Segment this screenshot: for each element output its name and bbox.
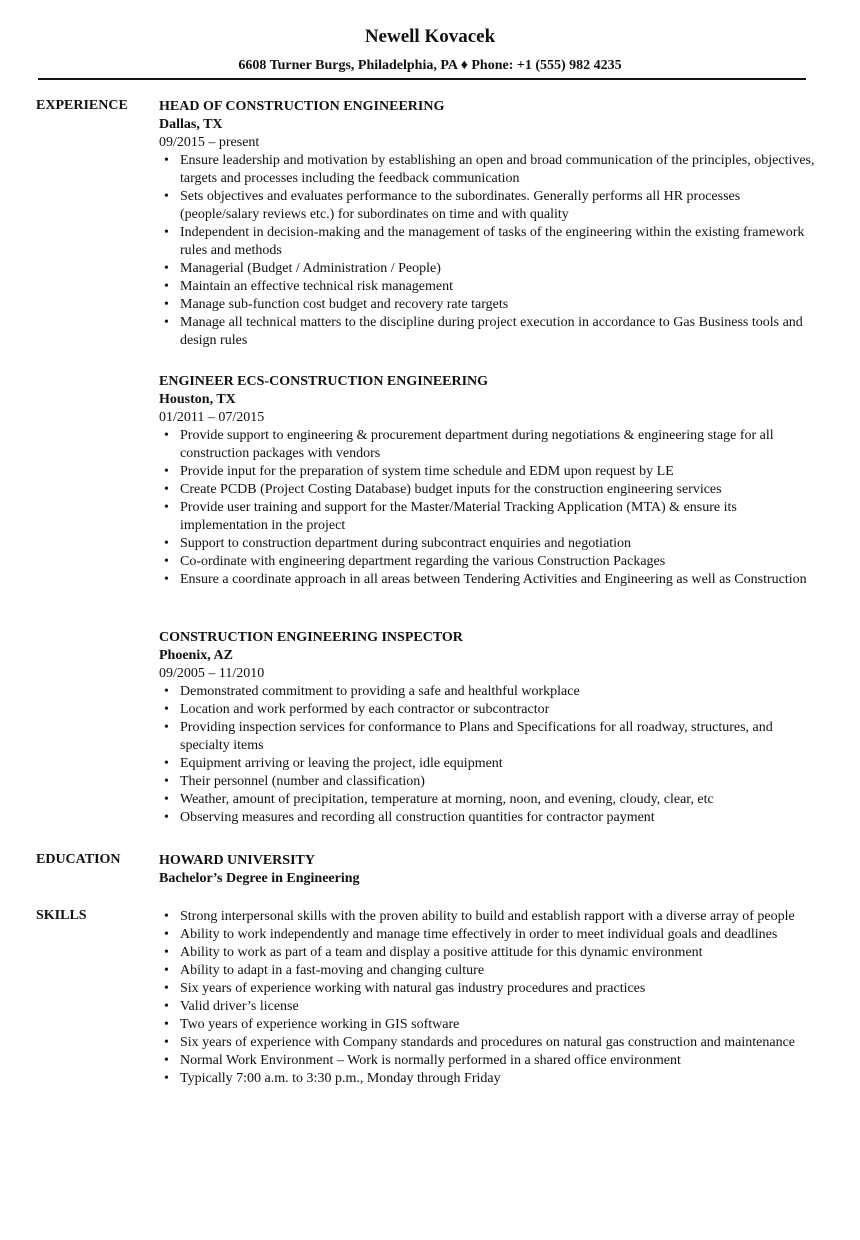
job-title: CONSTRUCTION ENGINEERING INSPECTOR [159, 630, 463, 645]
skill-item: • Valid driver’s license [159, 998, 819, 1016]
job-bullet: • Co-ordinate with engineering department regarding the various Construction Packages [159, 553, 819, 571]
job-bullet: • Ensure leadership and motivation by establishing an open and broad communication of the principles, objectives, targets and processes including the feedback communication [159, 152, 819, 188]
skill-item: • Ability to work as part of a team and display a positive attitude for this dynamic environment [159, 944, 819, 962]
job-bullet: • Create PCDB (Project Costing Database) budget inputs for the construction engineering services [159, 481, 819, 499]
job-bullet: • Independent in decision-making and the management of tasks of the engineering within the existing framework rules and methods [159, 224, 819, 260]
job-entry [159, 98, 819, 350]
skill-item: • Typically 7:00 a.m. to 3:30 p.m., Monday through Friday [159, 1070, 819, 1088]
skills-list-block [159, 908, 819, 1088]
job-bullet: • Managerial (Budget / Administration / People) [159, 260, 819, 278]
experience-section-label: EXPERIENCE [36, 98, 128, 113]
job-bullet: • Sets objectives and evaluates performance to the subordinates. Generally performs all HR processes (people/salary reviews etc.) for subordinates on time and with quality [159, 188, 819, 224]
job-dates: 09/2005 – 11/2010 [159, 666, 265, 681]
skill-item: • Six years of experience with Company standards and procedures on natural gas construction and maintenance [159, 1034, 819, 1052]
job-bullet: • Maintain an effective technical risk management [159, 278, 819, 296]
job-bullet: • Weather, amount of precipitation, temperature at morning, noon, and evening, cloudy, clear, etc [159, 791, 819, 809]
job-bullet: • Provide user training and support for the Master/Material Tracking Application (MTA) & ensure its implementation in the project [159, 499, 819, 535]
job-location: Dallas, TX [159, 117, 223, 132]
job-bullet: • Ensure a coordinate approach in all areas between Tendering Activities and Engineering as well as Construction [159, 571, 819, 589]
job-bullets [159, 427, 819, 589]
skill-item: • Normal Work Environment – Work is normally performed in a shared office environment [159, 1052, 819, 1070]
job-title: ENGINEER ECS-CONSTRUCTION ENGINEERING [159, 374, 489, 389]
job-title: HEAD OF CONSTRUCTION ENGINEERING [159, 99, 445, 114]
job-bullet: • Providing inspection services for conformance to Plans and Specifications for all roadway, structures, and specialty items [159, 719, 819, 755]
resume-name: Newell Kovacek [364, 26, 496, 47]
job-location: Phoenix, AZ [159, 648, 233, 663]
degree: Bachelor’s Degree in Engineering [159, 871, 360, 886]
skill-item: • Ability to work independently and manage time effectively in order to meet individual goals and deadlines [159, 926, 819, 944]
job-bullet: • Demonstrated commitment to providing a safe and healthful workplace [159, 683, 819, 701]
skill-item: • Six years of experience working with natural gas industry procedures and practices [159, 980, 819, 998]
job-dates: 01/2011 – 07/2015 [159, 410, 265, 425]
job-bullets [159, 683, 819, 827]
job-bullets [159, 152, 819, 350]
job-entry [159, 373, 819, 589]
job-bullet: • Observing measures and recording all construction quantities for contractor payment [159, 809, 819, 827]
job-bullet: • Provide support to engineering & procurement department during negotiations & engineering stage for all construction packages with vendors [159, 427, 819, 463]
job-bullet: • Support to construction department during subcontract enquiries and negotiation [159, 535, 819, 553]
job-bullet: • Location and work performed by each contractor or subcontractor [159, 701, 819, 719]
school-name: HOWARD UNIVERSITY [159, 853, 315, 868]
contact-line: 6608 Turner Burgs, Philadelphia, PA ♦ Phone: +1 (555) 982 4235 [238, 58, 622, 73]
job-bullet: • Equipment arriving or leaving the project, idle equipment [159, 755, 819, 773]
job-bullet: • Manage all technical matters to the discipline during project execution in accordance to Gas Business tools and design rules [159, 314, 819, 350]
skill-item: • Ability to adapt in a fast-moving and changing culture [159, 962, 819, 980]
job-bullet: • Manage sub-function cost budget and recovery rate targets [159, 296, 819, 314]
header-divider [38, 78, 806, 80]
job-entry [159, 629, 819, 827]
skill-item: • Two years of experience working in GIS software [159, 1016, 819, 1034]
job-bullet: • Their personnel (number and classification) [159, 773, 819, 791]
skills-list [159, 908, 819, 1088]
education-entry [159, 852, 819, 888]
skill-item: • Strong interpersonal skills with the proven ability to build and establish rapport with a diverse array of people [159, 908, 819, 926]
skills-section-label: SKILLS [36, 908, 87, 923]
job-location: Houston, TX [159, 392, 236, 407]
education-section-label: EDUCATION [36, 852, 121, 867]
job-bullet: • Provide input for the preparation of system time schedule and EDM upon request by LE [159, 463, 819, 481]
job-dates: 09/2015 – present [159, 135, 260, 150]
